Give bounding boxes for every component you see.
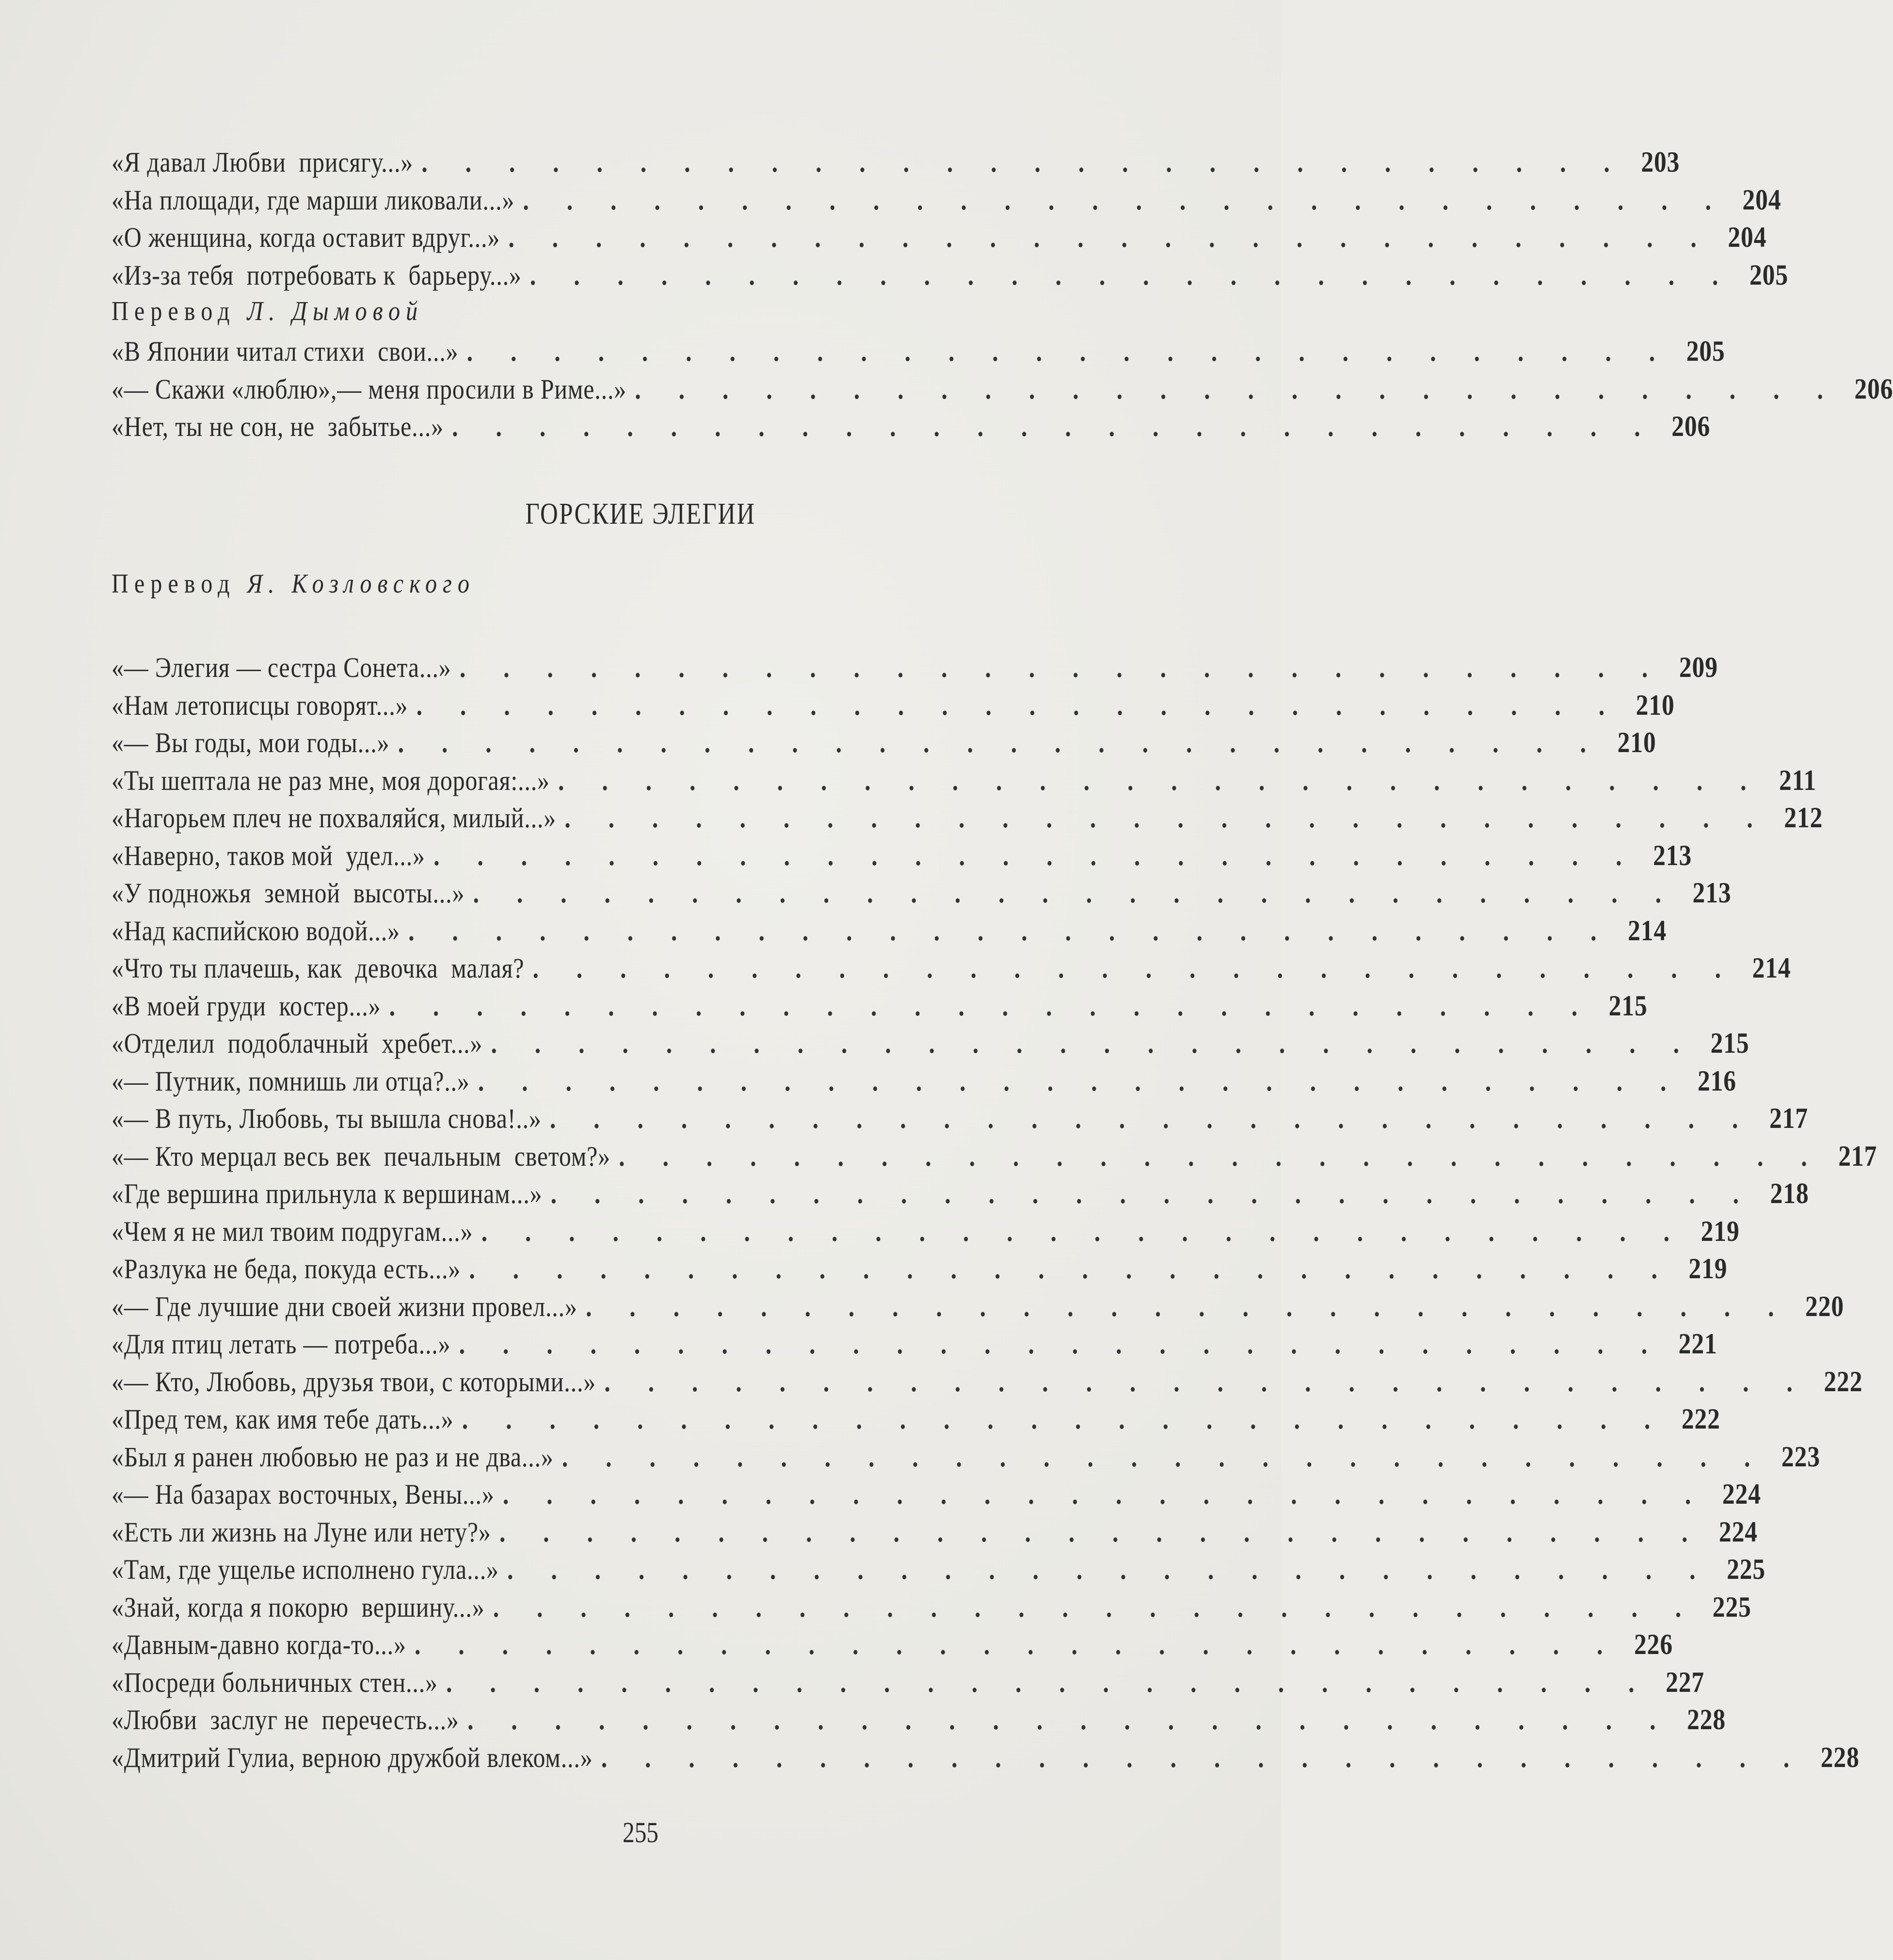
toc-entry: [112, 258, 1788, 296]
dot-leader: . . . . . . . . . . . . . . . . . . . . . . . . . . . .: [408, 915, 1613, 947]
entry-page-number: 216: [1697, 1064, 1736, 1097]
toc-entry: [112, 1252, 1728, 1290]
toc-entry: [112, 726, 1656, 764]
section-title: ГОРСКИЕ ЭЛЕГИИ: [525, 498, 756, 530]
entry-title: «В моей груди костер...»: [112, 990, 381, 1022]
dot-leader: . . . . . . . . . . . . . . . . . . . . . . . . . . . .: [473, 877, 1677, 909]
entry-title: «О женщина, когда оставит вдруг...»: [112, 222, 500, 253]
dot-leader: . . . . . . . . . . . . . . . . . . . . . . . . . . . .: [493, 1591, 1697, 1623]
entry-page-number: 215: [1710, 1027, 1749, 1059]
toc-entry: [112, 1027, 1749, 1064]
toc-entry: [112, 410, 1711, 448]
entry-page-number: 225: [1727, 1553, 1766, 1585]
entry-title: «Там, где ущелье исполнено гула...»: [112, 1554, 499, 1585]
dot-leader: . . . . . . . . . . . . . . . . . . . . . . . . . . . .: [635, 373, 1839, 405]
toc-entry: [112, 989, 1648, 1027]
entry-page-number: 220: [1805, 1290, 1845, 1322]
toc-entry: [112, 1365, 1863, 1403]
toc-entry: [112, 1741, 1860, 1779]
dot-leader: . . . . . . . . . . . . . . . . . . . . . . . . . . . .: [469, 1253, 1673, 1285]
entry-title: «Любви заслуг не перечесть...»: [112, 1704, 459, 1735]
dot-leader: . . . . . . . . . . . . . . . . . . . . . . . . . . . .: [446, 1666, 1651, 1698]
toc-entry: [112, 1590, 1751, 1628]
toc-entry: [112, 801, 1823, 839]
dot-leader: . . . . . . . . . . . . . . . . . . . . . . . . . . . .: [508, 222, 1713, 253]
entry-title: «Давным-давно когда-то...»: [112, 1629, 406, 1660]
entry-page-number: 228: [1820, 1741, 1860, 1773]
entry-page-number: 221: [1678, 1328, 1717, 1360]
entry-title: «На площади, где марши ликовали...»: [112, 184, 515, 216]
toc-entry: [112, 1177, 1809, 1215]
toc-entry: [112, 1327, 1717, 1365]
dot-leader: . . . . . . . . . . . . . . . . . . . . . . . . . . . .: [452, 411, 1656, 442]
dot-leader: . . . . . . . . . . . . . . . . . . . . . . . . . . . .: [499, 1516, 1704, 1548]
entry-title: «Чем я не мил твоим подругам...»: [112, 1215, 473, 1247]
toc-entry: [112, 145, 1680, 183]
toc-entry: [112, 1064, 1736, 1102]
toc-entry: [112, 1140, 1877, 1177]
entry-title: «— Вы годы, мои годы...»: [112, 727, 390, 758]
toc-entry: [112, 1553, 1766, 1590]
toc-entry: [112, 1478, 1761, 1515]
toc-entry: [112, 372, 1893, 410]
entry-title: «Что ты плачешь, как девочка малая?: [112, 952, 525, 984]
dot-leader: . . . . . . . . . . . . . . . . . . . . . . . . . . . .: [389, 990, 1593, 1022]
toc-entry: [112, 839, 1692, 877]
entry-page-number: 210: [1636, 689, 1675, 721]
dot-leader: . . . . . . . . . . . . . . . . . . . . . . . . . . . .: [502, 1478, 1707, 1510]
page-number: 255: [623, 1816, 658, 1848]
dot-leader: . . . . . . . . . . . . . . . . . . . . . . . . . . . .: [421, 146, 1626, 178]
entry-page-number: 223: [1781, 1440, 1820, 1473]
entry-title: «Посреди больничных стен...»: [112, 1666, 438, 1698]
translator-credit-dymova: [112, 296, 937, 335]
entry-page-number: 224: [1718, 1515, 1758, 1548]
toc-entry: [112, 183, 1781, 221]
entry-page-number: 222: [1824, 1365, 1863, 1398]
dot-leader: . . . . . . . . . . . . . . . . . . . . . . . . . . . .: [478, 1065, 1683, 1097]
entry-page-number: 205: [1749, 258, 1788, 291]
entry-title: «— Скажи «люблю»,— меня просили в Риме...»: [112, 373, 627, 405]
entry-page-number: 206: [1854, 372, 1893, 405]
dot-leader: . . . . . . . . . . . . . . . . . . . . . . . . . . . .: [532, 952, 1737, 984]
entry-page-number: 206: [1671, 410, 1711, 442]
entry-title: «— Элегия — сестра Сонета...»: [112, 652, 451, 683]
dot-leader: . . . . . . . . . . . . . . . . . . . . . . . . . . . .: [601, 1741, 1805, 1773]
entry-page-number: 217: [1769, 1102, 1808, 1134]
toc-entry: [112, 1102, 1808, 1140]
toc-entry: [112, 689, 1675, 726]
entry-page-number: 205: [1686, 335, 1725, 367]
entry-page-number: 214: [1628, 914, 1667, 947]
entry-page-number: 204: [1728, 221, 1767, 253]
toc-entry: [112, 951, 1791, 989]
toc-entry: [112, 1515, 1758, 1553]
toc-block-elegies: [112, 651, 1877, 1778]
dot-leader: . . . . . . . . . . . . . . . . . . . . . . . . . . . .: [550, 1178, 1755, 1209]
toc-entry: [112, 1440, 1820, 1478]
toc-entry: [112, 1402, 1720, 1440]
entry-title: «— Кто, Любовь, друзья твои, с которыми...»: [112, 1366, 596, 1398]
dot-leader: . . . . . . . . . . . . . . . . . . . . . . . . . . . .: [466, 336, 1671, 367]
entry-title: «У подножья земной высоты...»: [112, 877, 465, 909]
entry-title: «Нет, ты не сон, не забытье...»: [112, 411, 444, 442]
toc-entry: [112, 1215, 1740, 1253]
entry-title: «Я давал Любви присягу...»: [112, 146, 414, 178]
entry-page-number: 209: [1679, 651, 1718, 683]
entry-page-number: 226: [1634, 1628, 1673, 1660]
translator-name: Л. Дымовой: [247, 296, 424, 326]
translator-credit-kozlovsky: [112, 568, 937, 607]
dot-leader: . . . . . . . . . . . . . . . . . . . . . . . . . . . .: [619, 1140, 1823, 1172]
toc-entry: [112, 221, 1767, 258]
entry-title: «Пред тем, как имя тебе дать...»: [112, 1403, 454, 1435]
dot-leader: . . . . . . . . . . . . . . . . . . . . . . . . . . . .: [414, 1629, 1619, 1660]
entry-page-number: 203: [1641, 146, 1680, 178]
entry-title: «Над каспийскою водой...»: [112, 915, 400, 947]
entry-page-number: 212: [1784, 802, 1823, 834]
toc-list-mid: [112, 335, 1893, 448]
entry-page-number: 228: [1687, 1703, 1726, 1735]
entry-title: «Где вершина прильнула к вершинам...»: [112, 1178, 543, 1209]
toc-block-top: [112, 145, 1893, 448]
dot-leader: . . . . . . . . . . . . . . . . . . . . . . . . . . . .: [416, 689, 1620, 721]
dot-leader: . . . . . . . . . . . . . . . . . . . . . . . . . . . .: [549, 1103, 1754, 1134]
translator-name: Я. Козловского: [247, 569, 476, 599]
entry-page-number: 219: [1688, 1253, 1728, 1285]
entry-title: «Из-за тебя потребовать к барьеру...»: [112, 259, 522, 291]
entry-page-number: 213: [1653, 839, 1692, 871]
toc-entry: [112, 1290, 1845, 1328]
toc-entry: [112, 764, 1817, 802]
entry-page-number: 210: [1617, 726, 1656, 758]
dot-leader: . . . . . . . . . . . . . . . . . . . . . . . . . . . .: [433, 839, 1638, 871]
dot-leader: . . . . . . . . . . . . . . . . . . . . . . . . . . . .: [529, 259, 1734, 291]
entry-title: «— Кто мерцал весь век печальным светом?»: [112, 1140, 610, 1172]
toc-list-elegies: [112, 651, 1877, 1778]
entry-page-number: 218: [1770, 1177, 1809, 1209]
dot-leader: . . . . . . . . . . . . . . . . . . . . . . . . . . . .: [459, 652, 1664, 683]
dot-leader: . . . . . . . . . . . . . . . . . . . . . . . . . . . .: [604, 1366, 1809, 1398]
entry-page-number: 219: [1700, 1215, 1740, 1247]
entry-page-number: 215: [1608, 989, 1648, 1022]
entry-title: «— На базарах восточных, Вены...»: [112, 1478, 495, 1510]
dot-leader: . . . . . . . . . . . . . . . . . . . . . . . . . . . .: [523, 184, 1727, 216]
entry-title: «В Японии читал стихи свои...»: [112, 336, 459, 367]
dot-leader: . . . . . . . . . . . . . . . . . . . . . . . . . . . .: [462, 1403, 1667, 1435]
entry-title: «— Путник, помнишь ли отца?..»: [112, 1065, 470, 1097]
entry-page-number: 222: [1681, 1403, 1720, 1435]
entry-title: «Был я ранен любовью не раз и не два...»: [112, 1441, 554, 1473]
entry-page-number: 214: [1752, 952, 1791, 984]
dot-leader: . . . . . . . . . . . . . . . . . . . . . . . . . . . .: [491, 1028, 1695, 1059]
entry-page-number: 217: [1838, 1140, 1877, 1172]
entry-title: «Ты шептала не раз мне, моя дорогая:...»: [112, 764, 550, 796]
entry-title: «— Где лучшие дни своей жизни провел...»: [112, 1290, 578, 1322]
entry-page-number: 225: [1712, 1590, 1751, 1623]
dot-leader: . . . . . . . . . . . . . . . . . . . . . . . . . . . .: [481, 1215, 1685, 1247]
entry-title: «Знай, когда я покорю вершину...»: [112, 1591, 485, 1623]
dot-leader: . . . . . . . . . . . . . . . . . . . . . . . . . . . .: [398, 727, 1602, 758]
entry-title: «Разлука не беда, покуда есть...»: [112, 1253, 461, 1285]
entry-title: «Наверно, таков мой удел...»: [112, 839, 425, 871]
translator-prefix: Перевод: [112, 296, 247, 326]
toc-entry: [112, 876, 1732, 914]
dot-leader: . . . . . . . . . . . . . . . . . . . . . . . . . . . .: [561, 1441, 1766, 1473]
translator-prefix: Перевод: [112, 569, 247, 599]
toc-entry: [112, 335, 1725, 372]
entry-page-number: 224: [1722, 1478, 1761, 1510]
dot-leader: . . . . . . . . . . . . . . . . . . . . . . . . . . . .: [467, 1704, 1672, 1735]
dot-leader: . . . . . . . . . . . . . . . . . . . . . . . . . . . .: [564, 802, 1769, 834]
toc-entry: [112, 1628, 1673, 1666]
dot-leader: . . . . . . . . . . . . . . . . . . . . . . . . . . . .: [585, 1290, 1790, 1322]
entry-title: «Нам летописцы говорят...»: [112, 689, 408, 721]
entry-page-number: 213: [1692, 877, 1732, 909]
entry-title: «Отделил подоблачный хребет...»: [112, 1028, 483, 1059]
translator-block: [112, 568, 1072, 607]
entry-title: «— В путь, Любовь, ты вышла снова!..»: [112, 1103, 542, 1134]
entry-title: «Дмитрий Гулиа, верною дружбой влеком...»: [112, 1741, 593, 1773]
toc-entry: [112, 651, 1718, 689]
dot-leader: . . . . . . . . . . . . . . . . . . . . . . . . . . . .: [558, 764, 1763, 796]
entry-page-number: 227: [1666, 1666, 1705, 1698]
toc-entry: [112, 914, 1667, 952]
toc-list-top: [112, 145, 1788, 296]
entry-page-number: 211: [1779, 764, 1817, 796]
toc-entry: [112, 1703, 1726, 1741]
entry-title: «Нагорьем плеч не похваляйся, милый...»: [112, 802, 557, 834]
toc-entry: [112, 1666, 1705, 1703]
entry-page-number: 204: [1742, 183, 1781, 216]
entry-title: «Для птиц летать — потреба...»: [112, 1328, 451, 1360]
dot-leader: . . . . . . . . . . . . . . . . . . . . . . . . . . . .: [507, 1554, 1712, 1585]
entry-title: «Есть ли жизнь на Луне или нету?»: [112, 1516, 491, 1548]
dot-leader: . . . . . . . . . . . . . . . . . . . . . . . . . . . .: [459, 1328, 1663, 1360]
